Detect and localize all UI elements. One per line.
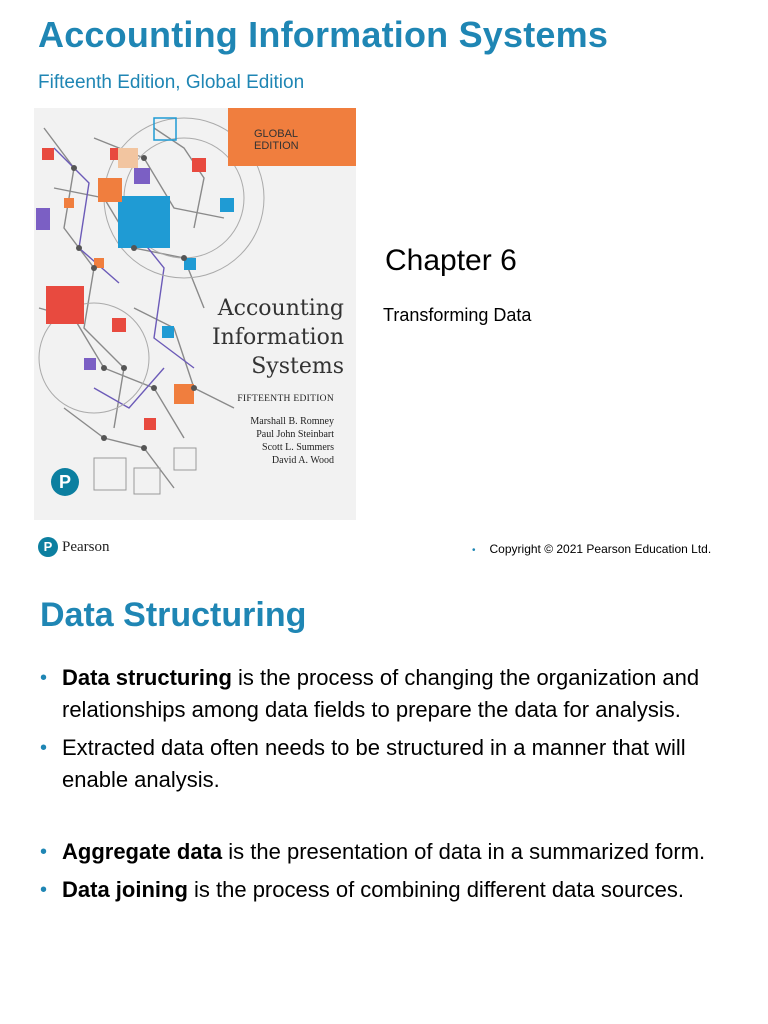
bullet-icon: • [40,737,48,759]
bullet-icon: • [40,879,48,901]
copyright-notice: • Copyright © 2021 Pearson Education Ltd. [472,542,712,556]
list-item: • Data joining is the process of combining different data sources. [40,874,740,906]
slide-title: Data Structuring [40,596,307,634]
cover-authors: Marshall B. Romney Paul John Steinbart Scott L. Summers David A. Wood [250,416,334,466]
list-item: • Data structuring is the process of changing the organization and relationships among data fields to prepare the data for analysis. [40,662,740,726]
term: Aggregate data [62,839,223,864]
chapter-subtitle: Transforming Data [383,305,532,325]
bullet-icon: • [472,545,476,556]
chapter-heading: Chapter 6 [385,244,517,277]
global-edition-badge: GLOBAL EDITION [228,108,356,166]
bullet-icon: • [40,667,48,689]
list-item: • Extracted data often needs to be structured in a manner that will enable analysis. [40,732,740,796]
bullet-icon: • [40,841,48,863]
cover-title: Accounting Information Systems [211,296,344,379]
cover-edition: FIFTEENTH EDITION [237,394,334,404]
term: Data structuring [62,665,232,690]
bullet-list [40,662,740,906]
pearson-footer-logo [38,537,110,557]
book-title: Accounting Information Systems [38,14,609,55]
content-slide [0,580,768,1024]
term: Data joining [62,877,188,902]
pearson-wordmark: Pearson [62,538,110,555]
pearson-logo-icon: P [38,537,58,557]
pearson-logo-icon: P [51,468,79,496]
book-cover-image [34,108,356,520]
edition-subtitle: Fifteenth Edition, Global Edition [38,72,305,93]
list-item: • Aggregate data is the presentation of data in a summarized form. [40,836,740,868]
